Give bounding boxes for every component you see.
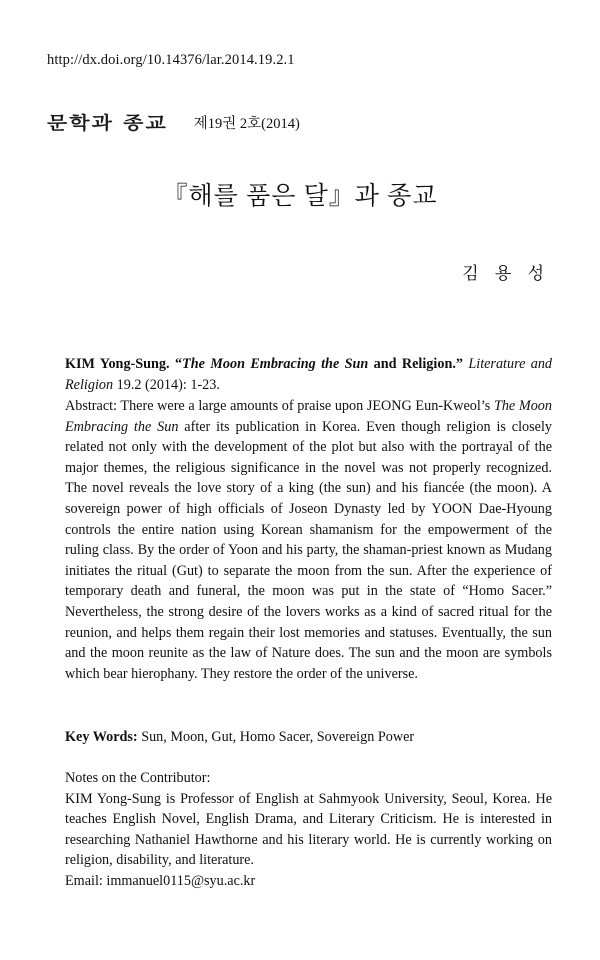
email-address[interactable]: immanuel0115@syu.ac.kr [106, 872, 256, 889]
notes-text: KIM Yong-Sung is Professor of English at Sahmyook University, Seoul, Korea. He teaches English Novel, English Drama, and Literary Criticism. He is interested in researching Nathaniel Hawthorne and his literary world. He is currently working on religion, disability, and literature. [65, 790, 552, 869]
doi-link[interactable]: http://dx.doi.org/10.14376/lar.2014.19.2.1 [47, 52, 295, 68]
abstract-part2: after its publication in Korea. Even though religion is closely related not only with the development of the plot but also with the portrayal of the major themes, the religious significance in the novel was not properly recognized. The novel reveals the love story of a king (the sun) and his fiancée (the moon). A sovereign power of high officials of Joseon Dynasty led by YOON Dae-Hyoung controls the entire nation using Korean shamanism for the empowerment of the ruling class. By the order of Yoon and his party, the shaman-priest known as Mudang initiates the ritual (Gut) to separate the moon from the sun. After the experience of temporary death and funeral, the moon was put in the state of “Homo Sacer.” Nevertheless, the strong desire of the lovers works as a kind of sacred ritual for the reunion, and helps them regain their lost memories and statuses. Eventually, the sun and the moon reunite as the law of Nature does. The sun and the moon are symbols which bear hierophany. They restore the order of the universe. [65, 418, 552, 682]
abstract-part1: There were a large amounts of praise upon JEONG Eun-Kweol’s [117, 398, 494, 414]
journal-header [47, 105, 300, 135]
citation [65, 354, 552, 395]
abstract [65, 396, 552, 684]
citation-author: KIM Yong-Sung. [65, 356, 170, 372]
citation-journal: Literature and Religion [65, 356, 553, 393]
contributor-notes [65, 768, 552, 892]
keywords-label: Key Words: [65, 729, 138, 745]
abstract-label: Abstract: [65, 398, 118, 414]
citation-title-rest: and Religion.” [368, 356, 463, 372]
abstract-work-title: The Moon Embracing the Sun [65, 398, 552, 435]
citation-work-title: The Moon Embracing the Sun [182, 356, 369, 372]
email-line [65, 871, 552, 892]
citation-details: 19.2 (2014): 1-23. [113, 376, 220, 393]
keywords-value: Sun, Moon, Gut, Homo Sacer, Sovereign Power [137, 729, 415, 745]
issue-info: 제19권 2호(2014) [193, 116, 300, 132]
journal-logo: 문학과 종교 [47, 112, 168, 134]
citation-open-quote: “ [174, 356, 183, 372]
notes-heading: Notes on the Contributor: [65, 770, 211, 786]
email-label: Email: [65, 872, 103, 889]
author-name: 김 용 성 [462, 264, 550, 283]
paper-title: 『해를 품은 달』과 종교 [162, 183, 438, 210]
keywords [65, 727, 552, 748]
